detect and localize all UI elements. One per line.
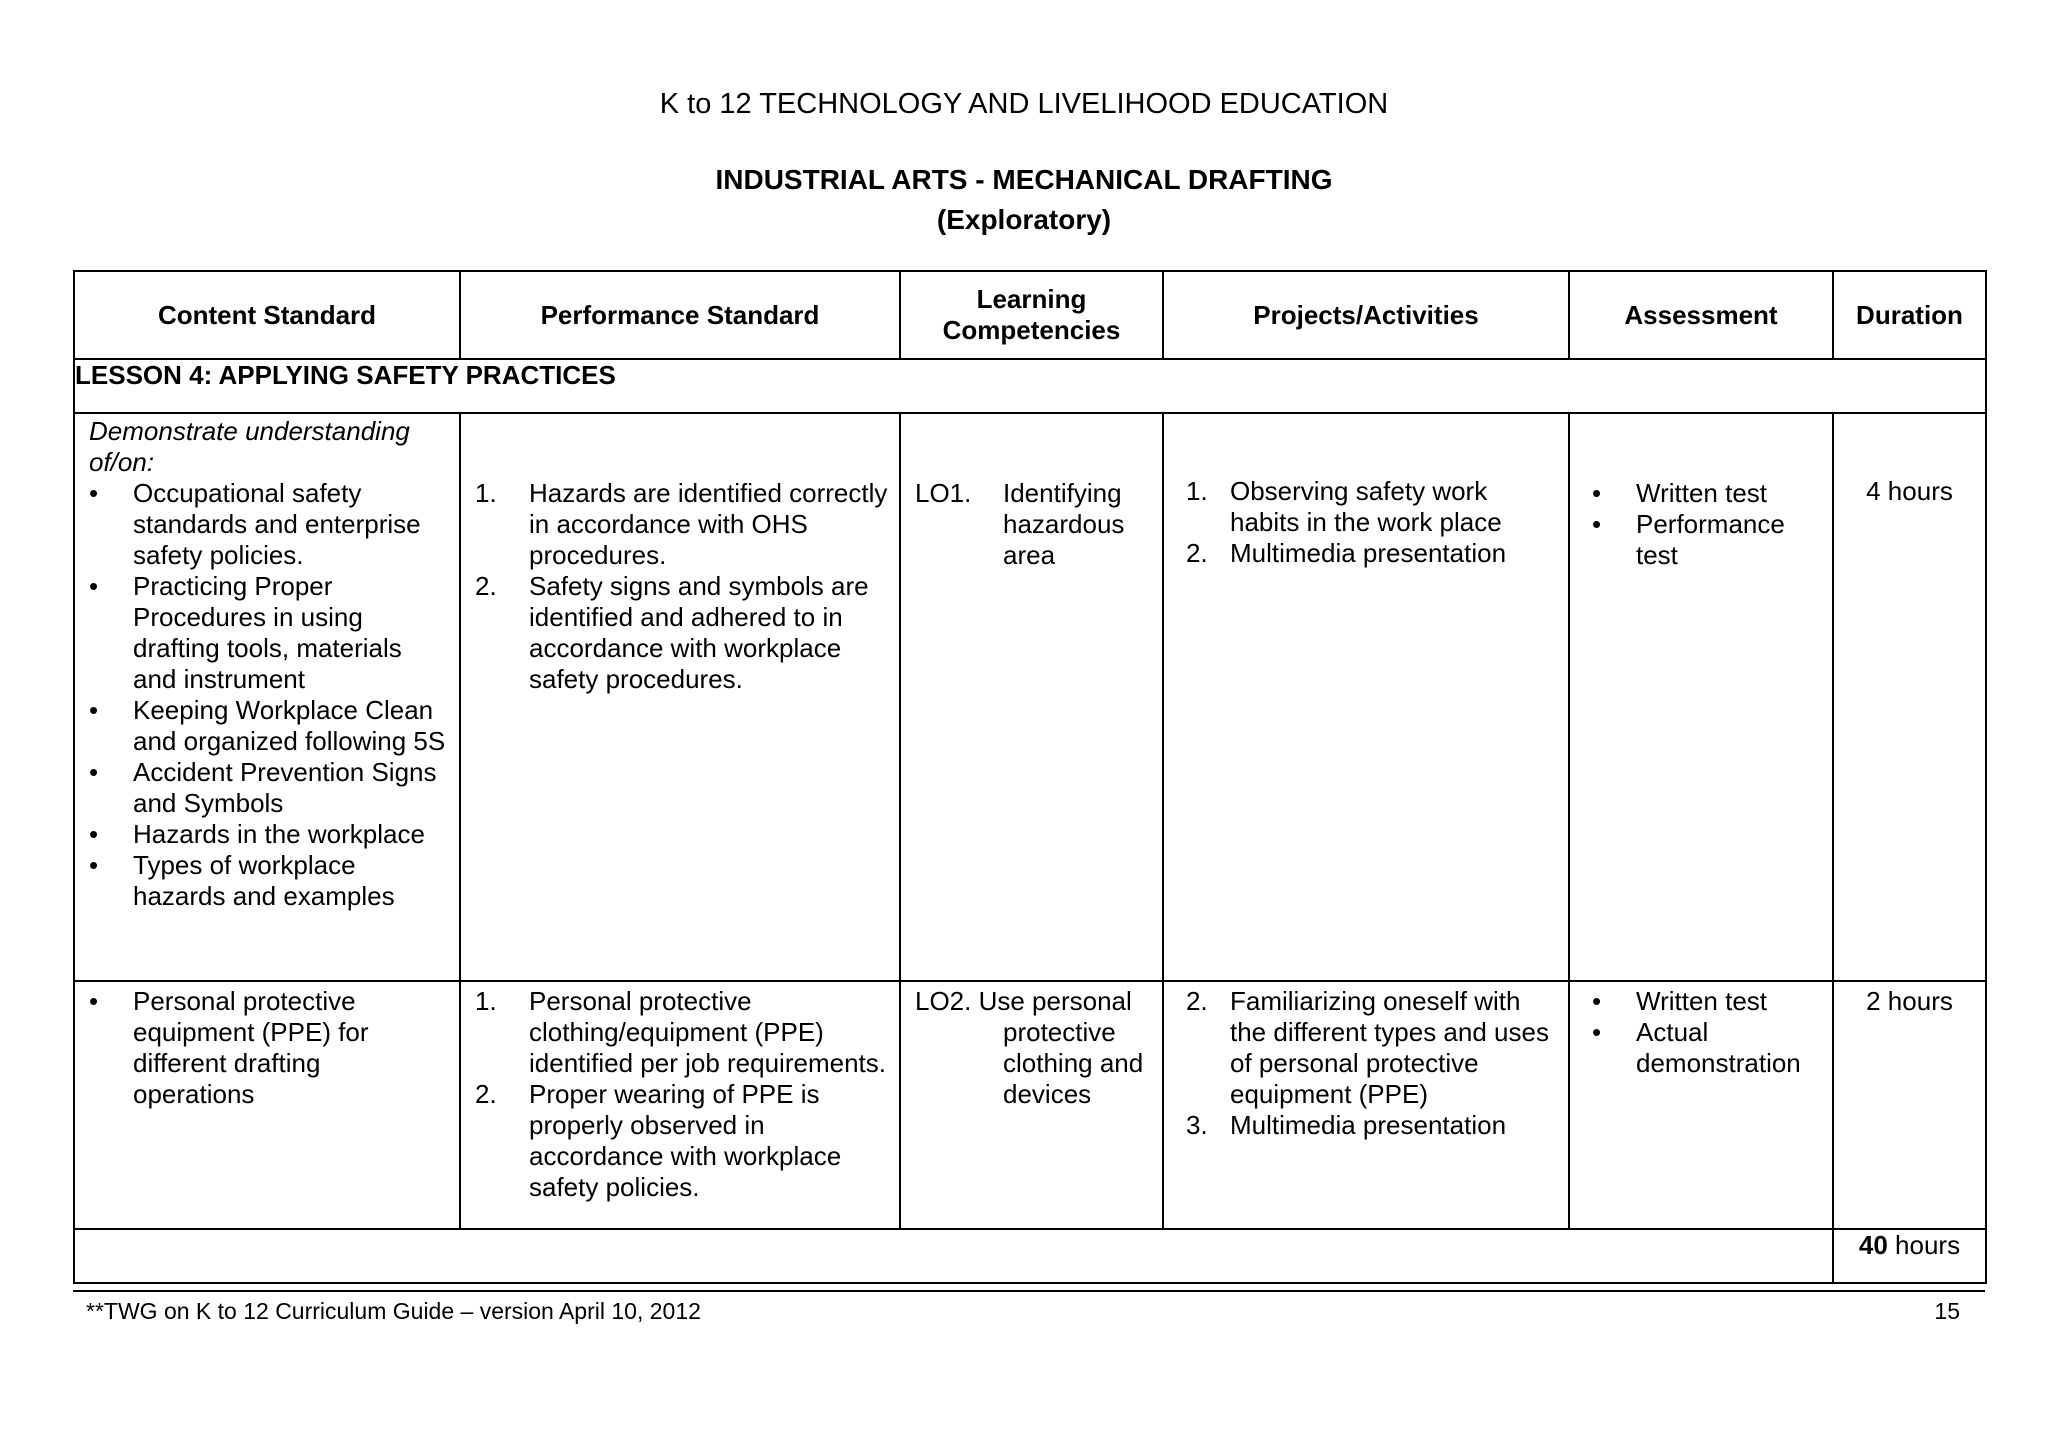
total-duration-cell xyxy=(1833,1229,1986,1283)
list-item: 1. Observing safety work habits in the work place xyxy=(1186,476,1502,537)
list-item: • Written test xyxy=(1592,986,1822,1017)
list-item: 3. Multimedia presentation xyxy=(1186,1110,1507,1140)
col-header-content-standard: Content Standard xyxy=(74,271,460,359)
assessment-list xyxy=(1592,986,1822,1079)
duration-value: 4 hours xyxy=(1866,476,1953,506)
content-list xyxy=(89,478,449,912)
total-row xyxy=(74,1229,1986,1283)
list-item: 2. Safety signs and symbols are identified and adhered to in accordance with workplace safety procedures. xyxy=(475,571,869,694)
list-item: 2. Familiarizing oneself with the different types and uses of personal protective equipment (PPE) xyxy=(1186,986,1549,1109)
lo-text: protective clothing and devices xyxy=(1003,1017,1144,1109)
projects-list xyxy=(1186,986,1558,1141)
list-item: 2. Multimedia presentation xyxy=(1186,538,1507,568)
projects-cell xyxy=(1163,981,1569,1229)
learning-competency-cell xyxy=(900,981,1163,1229)
performance-standard-cell xyxy=(460,413,900,981)
list-item: 1. Personal protective clothing/equipment (PPE) identified per job requirements. xyxy=(475,986,886,1078)
list-item: • Keeping Workplace Clean and organized following 5S xyxy=(89,695,449,757)
content-intro: Demonstrate understanding of/on: xyxy=(89,416,410,477)
performance-list xyxy=(475,986,889,1203)
lesson-row xyxy=(74,359,1986,413)
list-item: • Accident Prevention Signs and Symbols xyxy=(89,757,449,819)
document-subtitle xyxy=(0,160,2048,240)
col-header-projects-activities: Projects/Activities xyxy=(1163,271,1569,359)
content-standard-cell xyxy=(74,981,460,1229)
col-header-performance-standard: Performance Standard xyxy=(460,271,900,359)
assessment-cell xyxy=(1569,981,1833,1229)
col-header-learning-competencies: Learning Competencies xyxy=(900,271,1163,359)
list-item: • Occupational safety standards and enterprise safety policies. xyxy=(89,478,449,571)
curriculum-table xyxy=(73,270,1987,1284)
total-spacer xyxy=(74,1229,1833,1283)
content-standard-cell xyxy=(74,413,460,981)
list-item: • Performance test xyxy=(1592,509,1822,571)
document-title: K to 12 TECHNOLOGY AND LIVELIHOOD EDUCATION xyxy=(659,88,1389,120)
content-list xyxy=(89,986,449,1110)
list-item: • Hazards in the workplace xyxy=(89,819,449,850)
duration-value: 2 hours xyxy=(1866,986,1953,1016)
assessment-list xyxy=(1592,478,1822,571)
assessment-cell xyxy=(1569,413,1833,981)
performance-standard-cell xyxy=(460,981,900,1229)
list-item: • Types of workplace hazards and examples xyxy=(89,850,449,912)
lo-text: Identifying hazardous area xyxy=(1003,478,1125,570)
col-header-duration: Duration xyxy=(1833,271,1986,359)
total-duration: 40 hours xyxy=(1858,1230,1961,1260)
duration-cell xyxy=(1833,413,1986,981)
performance-list xyxy=(475,478,889,695)
table-row xyxy=(74,981,1986,1229)
learning-competency-cell xyxy=(900,413,1163,981)
duration-cell xyxy=(1833,981,1986,1229)
subtitle-line-2: (Exploratory) xyxy=(936,204,1112,235)
projects-list xyxy=(1186,476,1558,569)
lo-code: LO1. xyxy=(915,478,972,508)
lesson-title: LESSON 4: APPLYING SAFETY PRACTICES xyxy=(74,359,1986,413)
table-row xyxy=(74,413,1986,981)
lo-lead: LO2. Use personal xyxy=(915,986,1132,1016)
projects-cell xyxy=(1163,413,1569,981)
header-row xyxy=(74,271,1986,359)
footer-divider xyxy=(73,1290,1985,1292)
subtitle-line-1: INDUSTRIAL ARTS - MECHANICAL DRAFTING xyxy=(715,164,1333,195)
list-item: • Written test xyxy=(1592,478,1822,509)
list-item: 1. Hazards are identified correctly in accordance with OHS procedures. xyxy=(475,478,888,570)
list-item: • Actual demonstration xyxy=(1592,1017,1822,1079)
list-item: 2. Proper wearing of PPE is properly observed in accordance with workplace safety policies. xyxy=(475,1079,842,1202)
list-item: • Personal protective equipment (PPE) for different drafting operations xyxy=(89,986,449,1110)
col-header-assessment: Assessment xyxy=(1569,271,1833,359)
footer-note: **TWG on K to 12 Curriculum Guide – version April 10, 2012 xyxy=(86,1298,701,1324)
list-item: • Practicing Proper Procedures in using drafting tools, materials and instrument xyxy=(89,571,449,695)
page-number: 15 xyxy=(1934,1298,1960,1324)
